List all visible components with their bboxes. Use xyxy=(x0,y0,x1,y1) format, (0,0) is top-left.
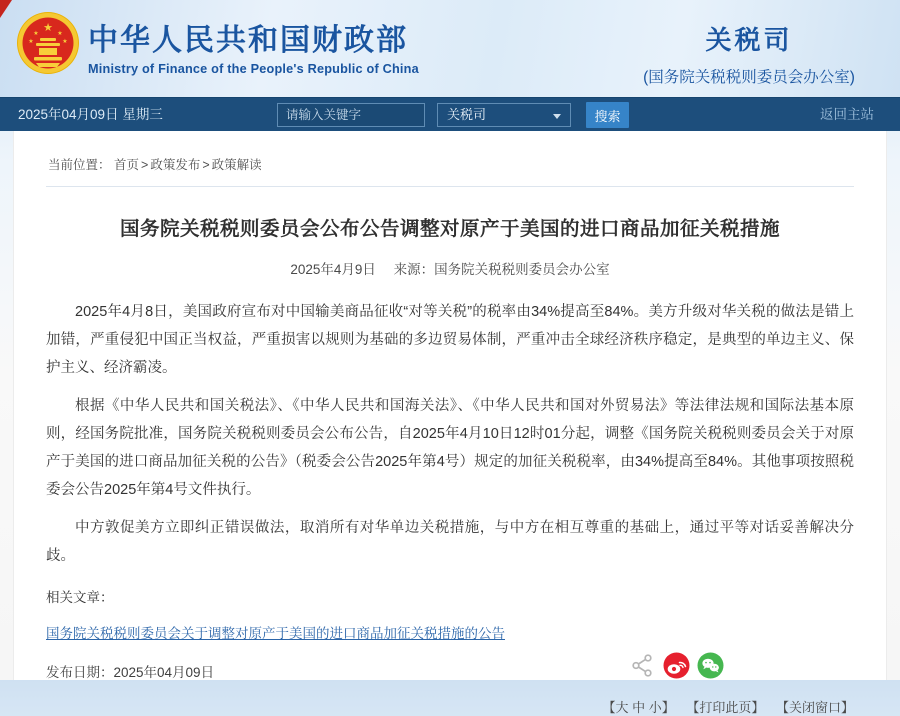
breadcrumb-label: 当前位置： xyxy=(48,158,111,172)
breadcrumb-item-policy-release[interactable]: 政策发布 xyxy=(150,158,201,172)
related-articles-label: 相关文章： xyxy=(46,590,114,605)
search-input[interactable] xyxy=(277,103,425,127)
article-date: 2025年4月9日 xyxy=(290,262,376,277)
article-paragraph: 中方敦促美方立即纠正错误做法，取消所有对华单边关税措施，与中方在相互尊重的基础上，通过平等对话妥善解决分歧。 xyxy=(46,520,854,564)
national-emblem-logo[interactable] xyxy=(16,11,80,75)
article-source: 来源：国务院关税税则委员会办公室 xyxy=(393,262,610,277)
related-article-link[interactable]: 国务院关税税则委员会关于调整对原产于美国的进口商品加征关税措施的公告 xyxy=(46,626,505,641)
article-paragraph: 根据《中华人民共和国关税法》、《中华人民共和国海关法》、《中华人民共和国对外贸易法》等法律法规和国际法基本原则，经国务院批准，国务院关税税则委员会公布公告，自2025年4月10日12时01分起，调整《国务院关税税则委员会关于对原产于美国的进口商品加征关税的公告》（税委会公告2025年第4号）规定的加征关税税率，由34%提高至84%。其他事项按照税委会公告2025年第4号文件执行。 xyxy=(46,398,854,498)
corner-decoration xyxy=(0,0,12,18)
site-header xyxy=(0,0,900,97)
article-meta xyxy=(46,258,854,278)
org-title-block xyxy=(88,15,419,76)
top-navbar xyxy=(0,97,900,131)
org-name-english: Ministry of Finance of the People's Republic of China xyxy=(88,62,419,76)
search-scope-select[interactable] xyxy=(437,103,571,127)
close-window-button[interactable]: 【关闭窗口】 xyxy=(775,700,854,715)
article-paragraph: 2025年4月8日，美国政府宣布对中国输美商品征收“对等关税”的税率由34%提高至84%。美方升级对华关税的做法是错上加错，严重侵犯中国正当权益，严重损害以规则为基础的多边贸易体制，严重冲击全球经济秩序稳定，是典型的单边主义、保护主义、经济霸凌。 xyxy=(46,304,854,376)
department-name: 关税司 xyxy=(705,25,793,55)
breadcrumb-item-policy-interpretation[interactable]: 政策解读 xyxy=(211,158,262,172)
org-name: 中华人民共和国财政部 xyxy=(88,24,408,57)
current-date: 2025年04月09日 星期三 xyxy=(18,107,163,122)
font-size-control[interactable]: 【大 中 小】 xyxy=(602,700,675,715)
footer-tools xyxy=(46,697,854,716)
breadcrumb-separator: > xyxy=(202,158,210,172)
article-title: 国务院关税税则委员会公布公告调整对原产于美国的进口商品加征关税措施 xyxy=(119,218,780,240)
return-home-link[interactable]: 返回主站 xyxy=(820,107,874,122)
svg-text:★: ★ xyxy=(62,39,68,45)
share-icons xyxy=(629,652,724,679)
share-icon[interactable] xyxy=(629,652,656,679)
breadcrumb xyxy=(46,131,854,187)
publish-row xyxy=(46,661,854,681)
svg-text:★: ★ xyxy=(57,31,63,37)
content-panel xyxy=(13,131,887,715)
print-page-button[interactable]: 【打印此页】 xyxy=(686,700,765,715)
publish-date-value: 2025年04月09日 xyxy=(113,665,215,680)
article-body xyxy=(46,298,854,570)
breadcrumb-item-home[interactable]: 首页 xyxy=(114,158,140,172)
wechat-icon[interactable] xyxy=(697,652,724,679)
search-button[interactable]: 搜索 xyxy=(586,102,629,128)
weibo-icon[interactable] xyxy=(663,652,690,679)
breadcrumb-separator: > xyxy=(141,158,149,172)
publish-date-label: 发布日期： xyxy=(46,665,114,680)
department-subtitle: (国务院关税税则委员会办公室) xyxy=(643,69,855,86)
svg-text:★: ★ xyxy=(33,31,39,37)
svg-text:★: ★ xyxy=(28,39,34,45)
department-block xyxy=(624,20,874,87)
chevron-down-icon xyxy=(553,114,561,119)
search-scope-value: 关税司 xyxy=(447,107,487,122)
svg-text:★: ★ xyxy=(43,22,53,34)
